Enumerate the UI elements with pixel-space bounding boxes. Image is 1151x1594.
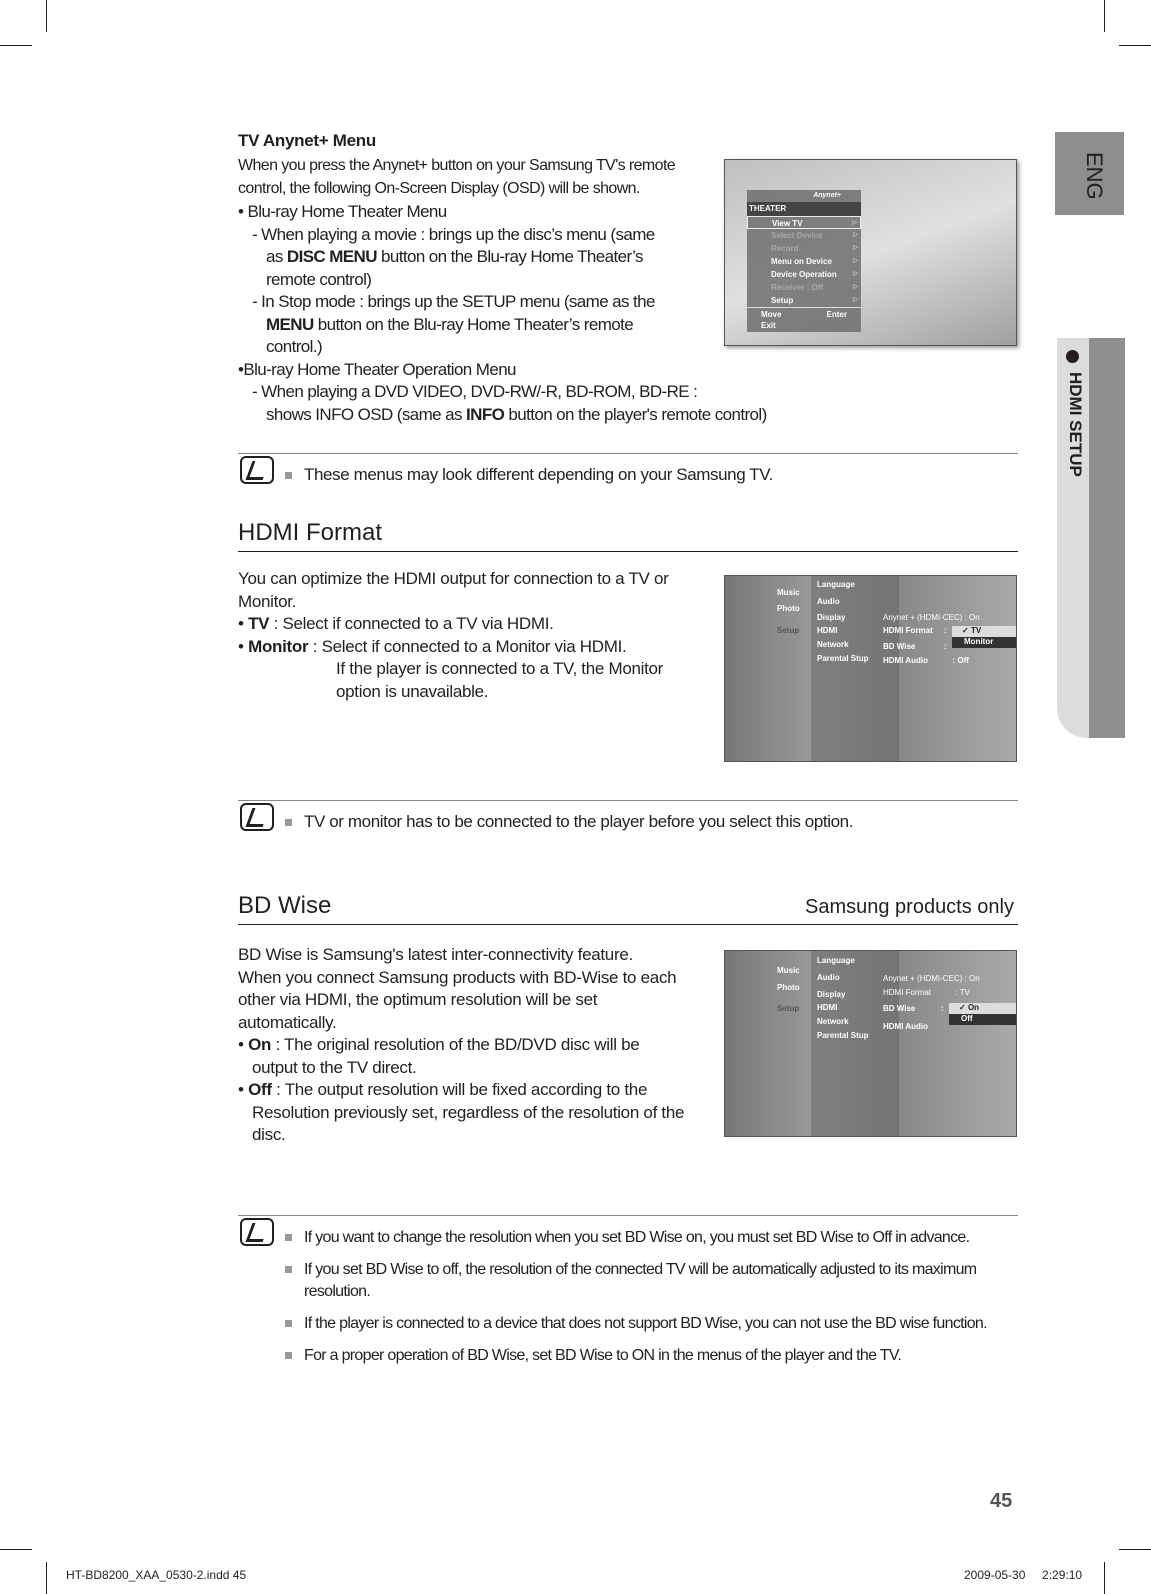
crop-mark: [1104, 0, 1105, 32]
anynet-osd-screenshot: [724, 159, 1017, 346]
hdmi-format-osd-screenshot: Music Photo Setup Language Audio Display HDMI Network Parental Stup Anynet + (HDMI-CEC) : On HDMI Format : BD Wise : HDMI Audio : Off ✓ TV Monitor: [724, 575, 1017, 762]
footer-file: HT-BD8200_XAA_0530-2.indd 45: [66, 1568, 247, 1582]
footer-date: 2009-05-30 2:29:10: [964, 1568, 1083, 1582]
section-title: TV Anynet+ Menu: [238, 131, 376, 150]
bd-wise-colon: :: [941, 1004, 944, 1013]
note-icon: [240, 456, 274, 484]
crop-mark: [1119, 1549, 1151, 1550]
language-label: ENG: [1082, 152, 1107, 200]
section-label: HDMI SETUP: [1066, 372, 1085, 477]
anynet-menu: Anynet+ THEATER View TV ▷ Select Device ▷ Record ▷ Menu on Device ▷ Device Operation ▷ Receiver : Off ▷ Setup ▷ Move Enter Exit: [747, 190, 861, 332]
note: These menus may look different depending on your Samsung TV.: [285, 463, 773, 486]
crop-mark: [46, 1562, 47, 1594]
section-title: HDMI Format: [238, 519, 382, 546]
language-tab: [1055, 132, 1124, 215]
crop-mark: [46, 0, 47, 32]
crop-mark: [1119, 45, 1151, 46]
note-icon: [240, 803, 274, 831]
note: TV or monitor has to be connected to the player before you select this option.: [285, 810, 853, 833]
bd-wise-description: BD Wise is Samsung's latest inter-connectivity feature. When you connect Samsung products with BD-Wise to each other via HDMI, the optimum resolution will be set automatically. • On : The original resolution of the BD/DVD disc will be output to the TV direct. • Off : The output resolution will be fixed according to the Resolution previously set, regardless of the resolution of the disc.: [238, 945, 685, 1144]
anynet-description: When you press the Anynet+ button on your Samsung TV's remote control, the following On-Screen Display (OSD) will be shown. • Blu-ray Home Theater Menu - When playing a movie : brings up the disc’s menu (same as DISC MENU button on the Blu-ray Home Theater’s remote control) - In Stop mode : brings up the SETUP menu (same as the MENU button on the Blu-ray Home Theater’s remote control.) •Blu-ray Home Theater Operation Menu - When playing a DVD VIDEO, DVD-RW/-R, BD-ROM, BD-RE : shows INFO OSD (same as INFO button on the player's remote control): [238, 157, 767, 424]
hdmi-format-description: You can optimize the HDMI output for connection to a TV or Monitor. • TV : Select if connected to a TV via HDMI. • Monitor : Select if connected to a Monitor via HDMI. If the player is connected to a TV, the Monitor option is unavailable.: [238, 569, 669, 701]
section-title: BD Wise: [238, 892, 332, 919]
section-tab: [1057, 338, 1125, 738]
bullet-icon: [1066, 350, 1079, 363]
section-subtitle: Samsung products only: [804, 896, 1014, 918]
hdmi-format-colon: :: [944, 626, 947, 635]
bd-wise-osd-screenshot: Music Photo Setup Language Audio Display HDMI Network Parental Stup Anynet + (HDMI-CEC) : On HDMI Format : TV BD Wise : HDMI Audio ✓ On Off: [724, 950, 1017, 1137]
page-number: 45: [990, 1490, 1013, 1512]
crop-mark: [0, 1549, 32, 1550]
bd-wise-notes: If you want to change the resolution when you set BD Wise on, you must set BD Wise to Off in advance. If you set BD Wise to off, the resolution of the connected TV will be automatically adjusted to its maximum resolution. If the player is connected to a device that does not support BD Wise, you can not use the BD wise function. For a proper operation of BD Wise, set BD Wise to ON in the menus of the player and the TV.: [285, 1226, 987, 1367]
crop-mark: [1104, 1562, 1105, 1594]
crop-mark: [0, 45, 32, 46]
note-icon: [240, 1218, 274, 1246]
